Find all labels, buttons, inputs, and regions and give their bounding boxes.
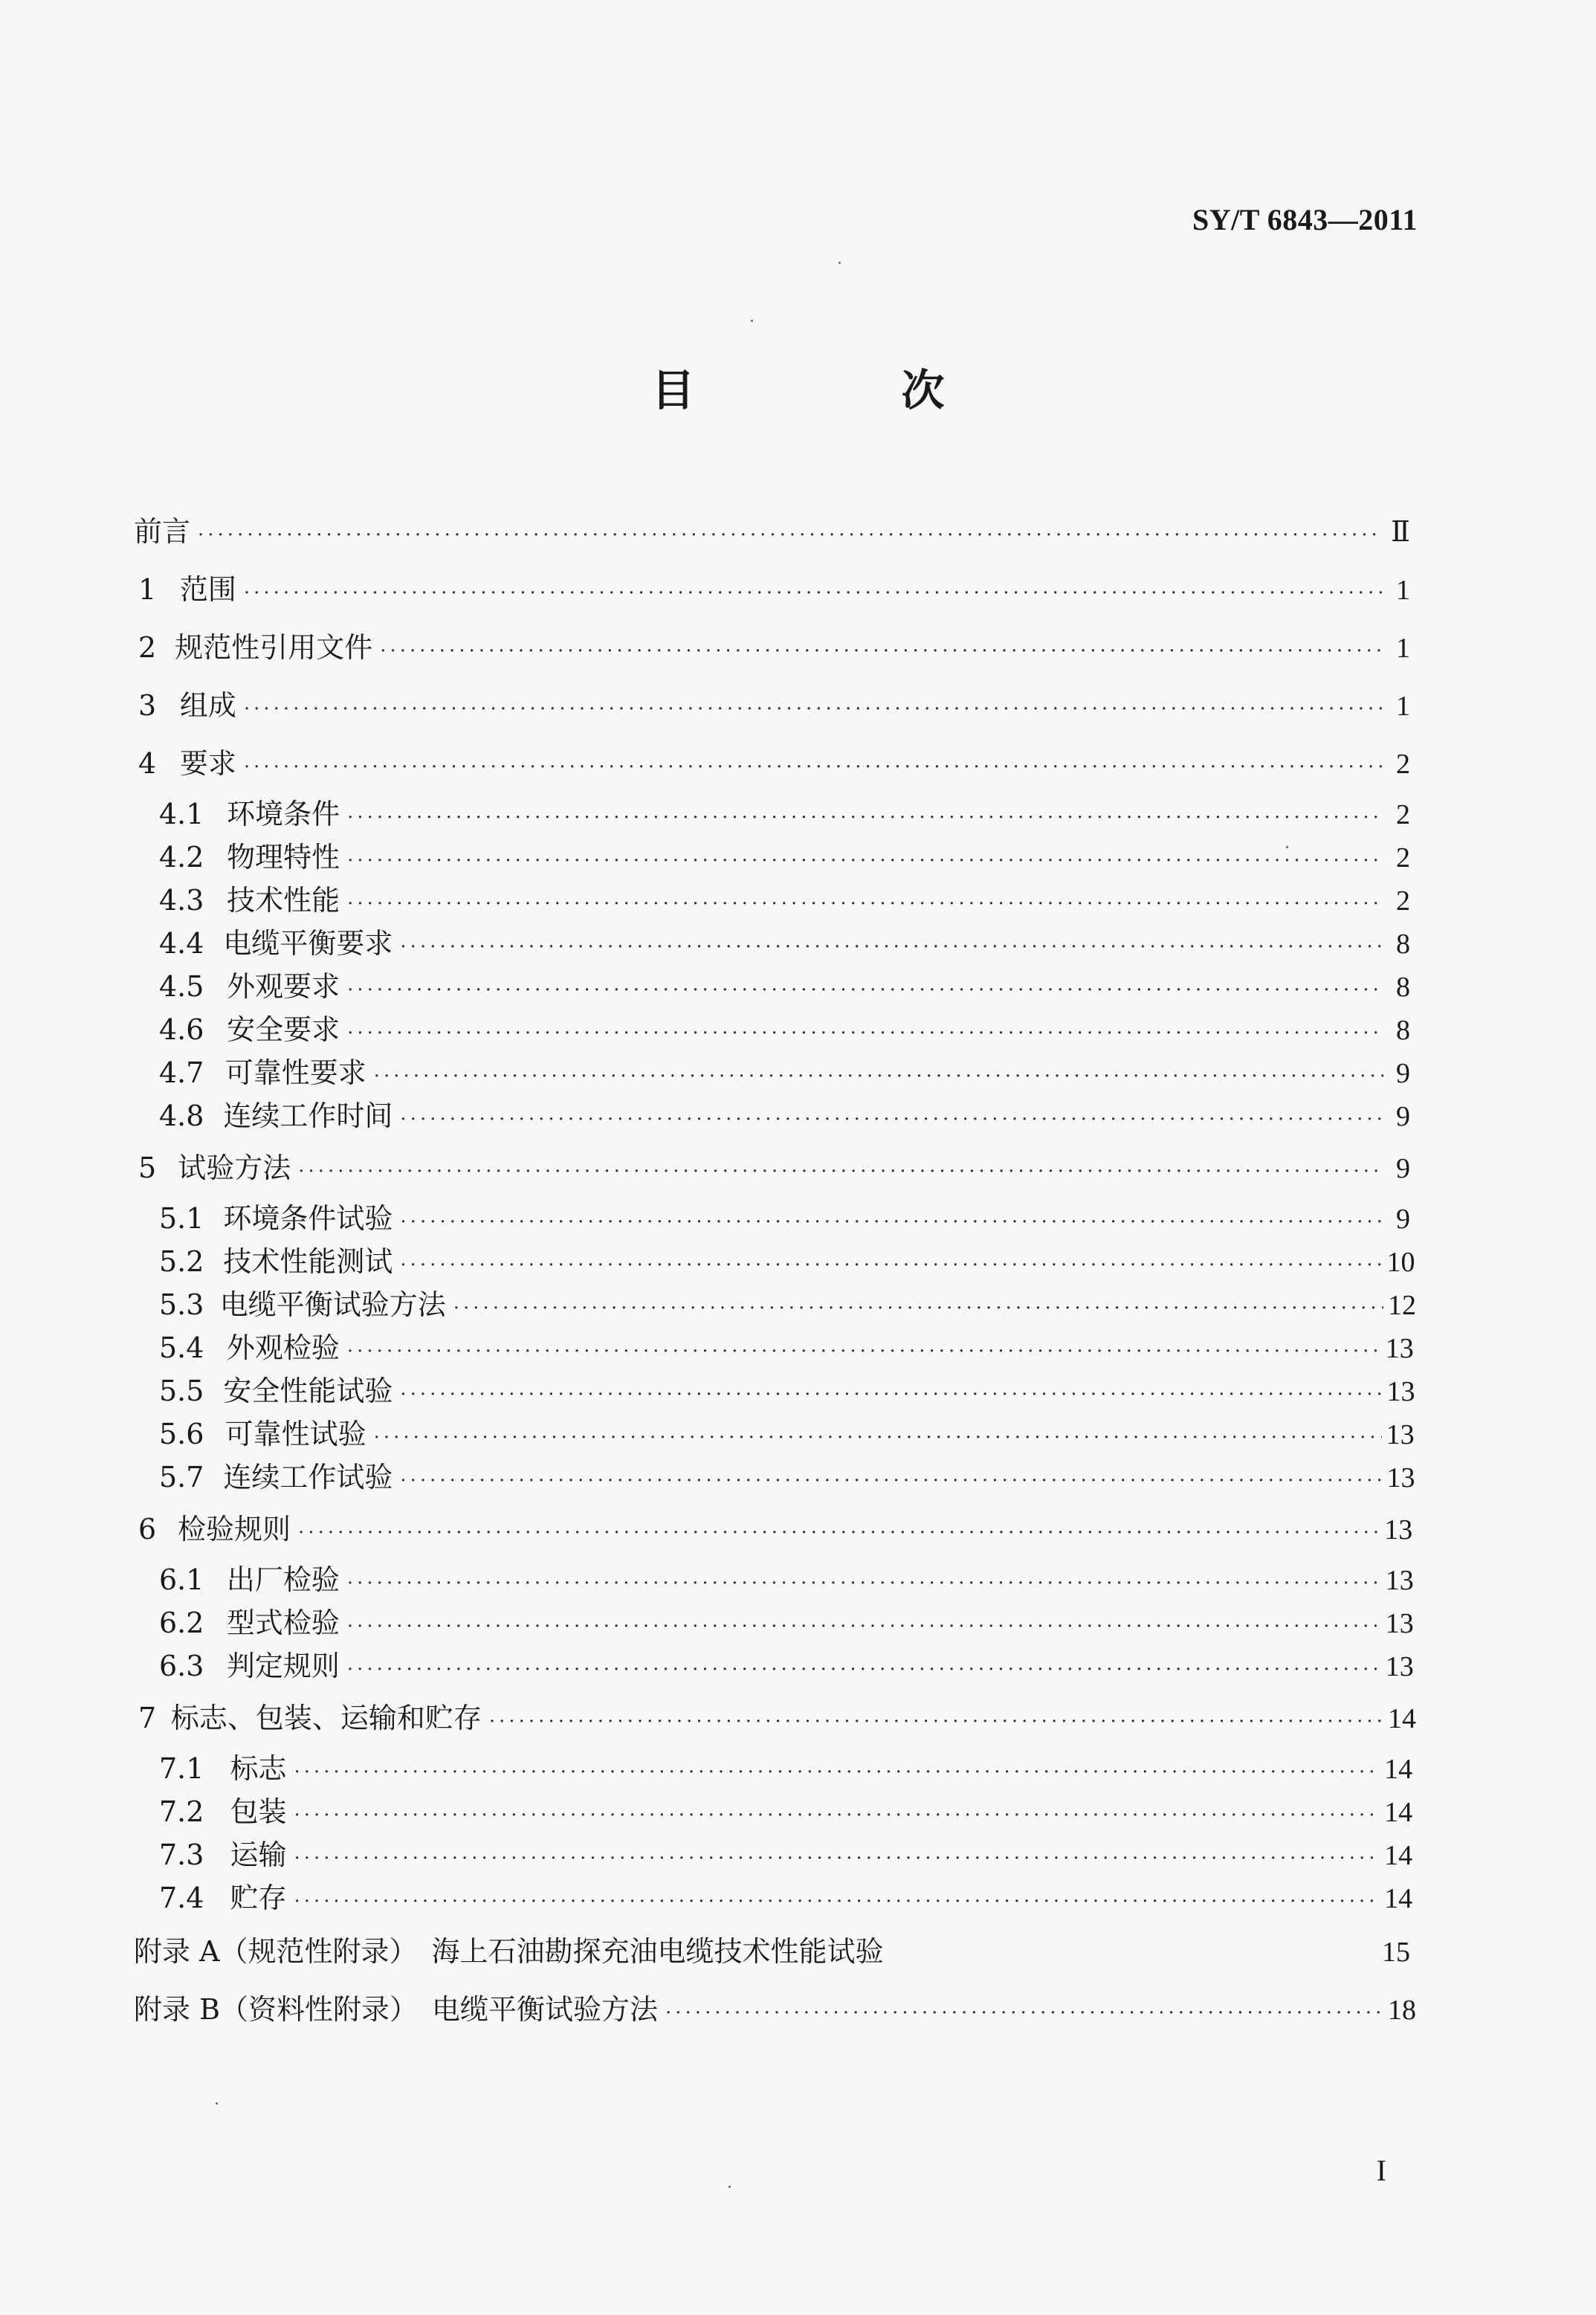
- toc-page-number: 13: [1386, 1419, 1415, 1450]
- toc-number: 4.6: [159, 1013, 204, 1046]
- toc-number: 6.3: [159, 1650, 204, 1682]
- toc-leader-dots: [347, 893, 1383, 915]
- toc-label: 连续工作试验: [223, 1461, 393, 1494]
- toc-label: 安全性能试验: [223, 1375, 393, 1407]
- toc-page-number: 2: [1396, 885, 1410, 917]
- toc-page-number: Ⅱ: [1391, 517, 1410, 548]
- toc-leader-dots: [244, 756, 1383, 778]
- scan-speck: [751, 320, 753, 322]
- toc-number: 5.6: [159, 1418, 204, 1450]
- toc-page-number: 1: [1396, 575, 1410, 606]
- toc-number: 4: [138, 747, 157, 780]
- toc-entry[interactable]: [159, 1789, 1413, 1830]
- toc-leader-dots: [294, 1891, 1380, 1913]
- toc-leader-dots: [347, 1022, 1383, 1045]
- toc-page-number: 9: [1396, 1058, 1410, 1089]
- toc-label: 附录 B（资料性附录） 电缆平衡试验方法: [134, 1993, 659, 2026]
- toc-page-number: 13: [1384, 1514, 1413, 1546]
- toc-label: 规范性引用文件: [175, 631, 373, 664]
- toc-number: 4.7: [159, 1056, 204, 1089]
- scan-speck: [728, 2186, 731, 2188]
- toc-label: 前言: [134, 515, 191, 548]
- toc-leader-dots: [400, 1470, 1382, 1492]
- page-title: 目 次: [651, 365, 1027, 416]
- toc-leader-dots: [244, 698, 1383, 720]
- toc-label: 运输: [230, 1838, 287, 1871]
- toc-entry[interactable]: [159, 1557, 1414, 1598]
- toc-leader-dots: [347, 850, 1383, 872]
- toc-leader-dots: [347, 1615, 1381, 1638]
- toc-entry[interactable]: [159, 1007, 1410, 1047]
- toc-label: 连续工作时间: [223, 1100, 393, 1132]
- toc-label: 可靠性要求: [224, 1056, 366, 1089]
- toc-page-number: 15: [1382, 1937, 1410, 1968]
- toc-label: 环境条件试验: [223, 1202, 393, 1235]
- toc-label: 外观检验: [226, 1331, 340, 1364]
- toc-entry[interactable]: [159, 963, 1410, 1004]
- toc-entry[interactable]: [159, 1368, 1415, 1409]
- toc-entry[interactable]: [159, 1875, 1413, 1916]
- toc-number: 5: [138, 1152, 157, 1184]
- toc-leader-dots: [347, 1659, 1381, 1681]
- toc-page-number: 14: [1384, 1754, 1413, 1785]
- toc-leader-dots: [453, 1297, 1383, 1320]
- toc-number: 6: [138, 1513, 157, 1546]
- toc-leader-dots: [347, 807, 1383, 829]
- toc-page-number: 9: [1396, 1204, 1410, 1235]
- toc-page-number: 13: [1385, 1565, 1414, 1596]
- toc-number: 6.1: [159, 1563, 204, 1596]
- toc-number: 5.1: [159, 1202, 204, 1235]
- standard-code: SY/T 6843—2011: [1192, 203, 1418, 236]
- toc-label: 技术性能测试: [223, 1245, 393, 1278]
- toc-number: 7.2: [159, 1795, 204, 1828]
- toc-entry[interactable]: [138, 624, 1410, 665]
- toc-label: 试验方法: [178, 1152, 291, 1184]
- toc-number: 4.4: [159, 927, 204, 960]
- toc-number: 4.2: [159, 841, 204, 874]
- toc-number: 4.1: [159, 798, 204, 830]
- toc-leader-dots: [400, 1211, 1383, 1233]
- toc-page-number: 8: [1396, 929, 1410, 960]
- toc-entry[interactable]: [159, 1239, 1415, 1279]
- toc-page-number: 13: [1386, 1462, 1415, 1494]
- toc-leader-dots: [374, 1065, 1383, 1088]
- toc-leader-dots: [298, 1160, 1383, 1183]
- toc-number: 5.5: [159, 1375, 204, 1407]
- toc-leader-dots: [294, 1761, 1380, 1783]
- toc-page-number: 12: [1388, 1290, 1416, 1321]
- toc-entry[interactable]: [159, 1746, 1413, 1786]
- toc-page-number: 13: [1386, 1376, 1415, 1407]
- toc-entry[interactable]: [138, 1695, 1416, 1736]
- toc-page-number: 9: [1396, 1153, 1410, 1184]
- toc-label: 贮存: [230, 1882, 287, 1914]
- toc-entry[interactable]: [159, 1282, 1416, 1323]
- toc-page-number: 2: [1396, 842, 1410, 874]
- toc-number: 4.3: [159, 884, 204, 917]
- toc-page-number: 14: [1384, 1840, 1413, 1871]
- toc-entry[interactable]: [134, 1928, 1410, 1969]
- scan-speck: [839, 262, 841, 264]
- toc-number: 2: [138, 631, 157, 664]
- toc-entry[interactable]: [138, 1506, 1413, 1547]
- toc-entry[interactable]: [159, 877, 1410, 918]
- toc-number: 1: [138, 573, 157, 606]
- toc-entry[interactable]: [159, 1600, 1414, 1641]
- toc-page-number: 14: [1384, 1883, 1413, 1914]
- toc-label: 物理特性: [227, 841, 340, 874]
- toc-label: 安全要求: [227, 1013, 340, 1046]
- toc-number: 6.2: [159, 1607, 204, 1639]
- toc-leader-dots: [380, 640, 1383, 662]
- scan-speck: [216, 2102, 218, 2105]
- toc-entry[interactable]: [138, 740, 1410, 781]
- toc-entry[interactable]: [138, 682, 1410, 723]
- toc-leader-dots: [198, 524, 1383, 546]
- toc-label: 外观要求: [227, 970, 340, 1003]
- toc-entry[interactable]: [159, 1093, 1410, 1134]
- scan-speck: [1286, 846, 1288, 848]
- toc-entry[interactable]: [159, 1454, 1415, 1495]
- toc-entry[interactable]: [159, 920, 1410, 961]
- toc-leader-dots: [400, 1254, 1382, 1276]
- toc-label: 标志、包装、运输和贮存: [170, 1702, 482, 1734]
- toc-label: 要求: [179, 747, 236, 780]
- toc-number: 5.4: [159, 1331, 204, 1364]
- toc-page-number: 1: [1396, 633, 1410, 664]
- toc-label: 附录 A（规范性附录） 海上石油勘探充油电缆技术性能试验: [134, 1935, 884, 1968]
- toc-number: 5.7: [159, 1461, 204, 1494]
- page-folio: I: [1376, 2154, 1386, 2187]
- toc-page-number: 10: [1386, 1247, 1415, 1278]
- toc-label: 可靠性试验: [224, 1418, 366, 1450]
- toc-entry[interactable]: [138, 1145, 1410, 1186]
- toc-number: 7: [138, 1702, 157, 1734]
- toc-entry[interactable]: [138, 566, 1410, 607]
- toc-page-number: 18: [1388, 1995, 1416, 2026]
- toc-label: 出厂检验: [226, 1563, 340, 1596]
- toc-entry[interactable]: [159, 1325, 1414, 1366]
- toc-page-number: 13: [1385, 1651, 1414, 1682]
- toc-label: 范围: [179, 573, 236, 606]
- toc-number: 7.4: [159, 1882, 204, 1914]
- toc-entry[interactable]: [159, 1643, 1414, 1684]
- toc-entry[interactable]: [159, 1195, 1410, 1236]
- toc-entry[interactable]: [159, 1050, 1410, 1091]
- toc-leader-dots: [298, 1522, 1380, 1544]
- toc-page-number: 13: [1385, 1608, 1414, 1639]
- toc-entry[interactable]: [134, 1986, 1416, 2027]
- toc-page-number: 14: [1388, 1703, 1416, 1734]
- toc-leader-dots: [400, 1108, 1383, 1131]
- toc-leader-dots: [665, 2002, 1383, 2024]
- toc-page-number: 8: [1396, 972, 1410, 1003]
- toc-leader-dots: [400, 1383, 1382, 1406]
- toc-leader-dots: [294, 1804, 1380, 1827]
- toc-entry[interactable]: [159, 1832, 1413, 1873]
- toc-page-number: 8: [1396, 1015, 1410, 1046]
- toc-label: 电缆平衡试验方法: [219, 1288, 446, 1321]
- toc-number: 4.5: [159, 970, 204, 1003]
- toc-label: 标志: [230, 1752, 287, 1785]
- toc-page-number: 13: [1385, 1333, 1414, 1364]
- toc-leader-dots: [347, 979, 1383, 1001]
- toc-entry[interactable]: [159, 791, 1410, 832]
- toc-leader-dots: [347, 1572, 1381, 1595]
- toc-number: 4.8: [159, 1100, 204, 1132]
- toc-leader-dots: [244, 582, 1383, 604]
- toc-label: 电缆平衡要求: [223, 927, 393, 960]
- toc-page-number: 2: [1396, 749, 1410, 780]
- toc-number: 3: [138, 689, 157, 722]
- toc-entry[interactable]: [134, 508, 1410, 549]
- toc-label: 环境条件: [227, 798, 340, 830]
- toc-entry[interactable]: [159, 1411, 1415, 1452]
- toc-label: 判定规则: [226, 1650, 340, 1682]
- toc-label: 型式检验: [226, 1607, 340, 1639]
- toc-label: 包装: [230, 1795, 287, 1828]
- toc-page-number: 9: [1396, 1101, 1410, 1132]
- toc-entry[interactable]: [159, 834, 1410, 875]
- toc-page-number: 2: [1396, 799, 1410, 830]
- toc-number: 5.3: [159, 1288, 204, 1321]
- toc-number: 7.3: [159, 1838, 204, 1871]
- toc-page-number: 1: [1396, 691, 1410, 722]
- toc-leader-dots: [347, 1340, 1381, 1363]
- toc-leader-dots: [489, 1711, 1383, 1733]
- toc-leader-dots: [374, 1427, 1382, 1449]
- toc-label: 检验规则: [178, 1513, 291, 1546]
- toc-label: 技术性能: [227, 884, 340, 917]
- toc-leader-dots: [294, 1847, 1380, 1870]
- toc-page-number: 14: [1384, 1797, 1413, 1828]
- toc-number: 7.1: [159, 1752, 204, 1785]
- toc-leader-dots: [400, 936, 1383, 958]
- toc-number: 5.2: [159, 1245, 204, 1278]
- toc-label: 组成: [179, 689, 236, 722]
